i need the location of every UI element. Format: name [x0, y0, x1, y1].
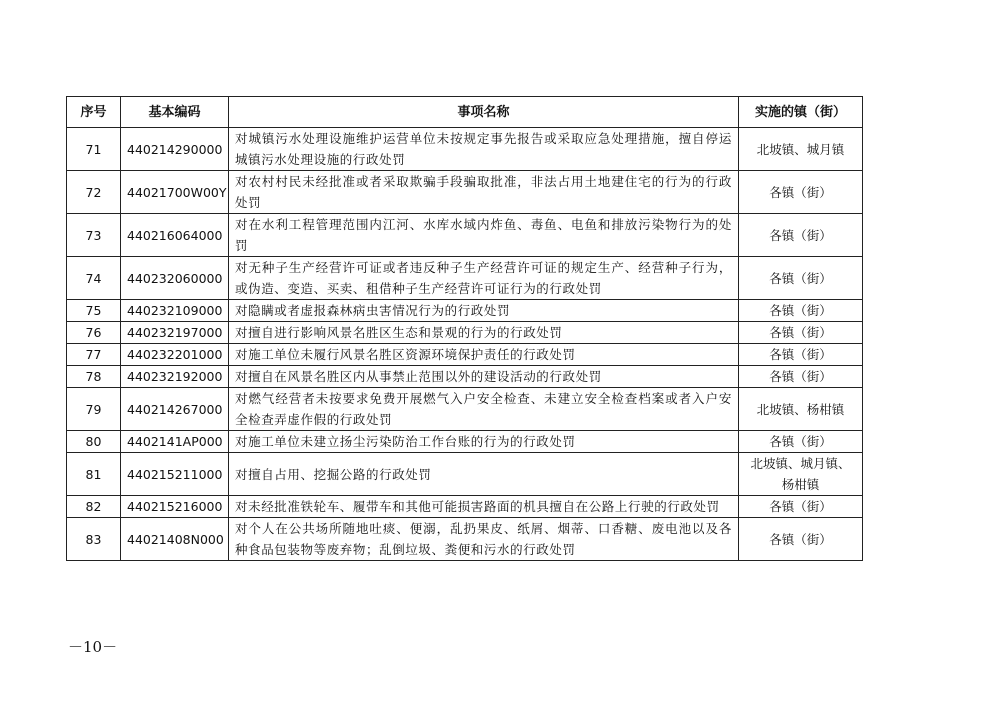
- cell-town: 各镇（街）: [739, 322, 863, 344]
- cell-town: 北坡镇、城月镇、杨柑镇: [739, 453, 863, 496]
- cell-seq: 82: [67, 496, 121, 518]
- cell-item-name: 对施工单位未建立扬尘污染防治工作台账的行为的行政处罚: [229, 431, 739, 453]
- cell-item-name: 对城镇污水处理设施维护运营单位未按规定事先报告或采取应急处理措施，擅自停运城镇污水处理设施的行政处罚: [229, 128, 739, 171]
- cell-town: 各镇（街）: [739, 518, 863, 561]
- cell-code: 44021700W00Y: [121, 171, 229, 214]
- header-item-name: 事项名称: [229, 97, 739, 128]
- cell-item-name: 对未经批准铁轮车、履带车和其他可能损害路面的机具擅自在公路上行驶的行政处罚: [229, 496, 739, 518]
- table-row: [67, 171, 863, 214]
- table-row: [67, 518, 863, 561]
- cell-item-name: 对施工单位未履行风景名胜区资源环境保护责任的行政处罚: [229, 344, 739, 366]
- table-row: [67, 322, 863, 344]
- cell-town: 北坡镇、城月镇: [739, 128, 863, 171]
- header-town: 实施的镇（街）: [739, 97, 863, 128]
- cell-seq: 74: [67, 257, 121, 300]
- table-row: [67, 453, 863, 496]
- table-row: [67, 214, 863, 257]
- cell-code: 440232197000: [121, 322, 229, 344]
- cell-code: 440214290000: [121, 128, 229, 171]
- cell-seq: 83: [67, 518, 121, 561]
- table-row: [67, 431, 863, 453]
- cell-town: 各镇（街）: [739, 431, 863, 453]
- table-row: [67, 366, 863, 388]
- cell-town: 北坡镇、杨柑镇: [739, 388, 863, 431]
- cell-town: 各镇（街）: [739, 496, 863, 518]
- cell-code: 440232060000: [121, 257, 229, 300]
- cell-code: 440214267000: [121, 388, 229, 431]
- cell-item-name: 对擅自占用、挖掘公路的行政处罚: [229, 453, 739, 496]
- cell-seq: 76: [67, 322, 121, 344]
- table-row: [67, 344, 863, 366]
- cell-town: 各镇（街）: [739, 171, 863, 214]
- table-header-row: [67, 97, 863, 128]
- cell-code: 44021408N000: [121, 518, 229, 561]
- cell-code: 440215216000: [121, 496, 229, 518]
- cell-item-name: 对无种子生产经营许可证或者违反种子生产经营许可证的规定生产、经营种子行为，或伪造、变造、买卖、租借种子生产经营许可证行为的行政处罚: [229, 257, 739, 300]
- cell-town: 各镇（街）: [739, 257, 863, 300]
- cell-seq: 80: [67, 431, 121, 453]
- cell-code: 440232109000: [121, 300, 229, 322]
- cell-town: 各镇（街）: [739, 214, 863, 257]
- cell-item-name: 对擅自在风景名胜区内从事禁止范围以外的建设活动的行政处罚: [229, 366, 739, 388]
- cell-seq: 81: [67, 453, 121, 496]
- table-row: [67, 388, 863, 431]
- cell-item-name: 对擅自进行影响风景名胜区生态和景观的行为的行政处罚: [229, 322, 739, 344]
- items-table: [66, 96, 863, 561]
- cell-town: 各镇（街）: [739, 366, 863, 388]
- cell-seq: 78: [67, 366, 121, 388]
- cell-item-name: 对燃气经营者未按要求免费开展燃气入户安全检查、未建立安全检查档案或者入户安全检查弄虚作假的行政处罚: [229, 388, 739, 431]
- table-row: [67, 257, 863, 300]
- cell-code: 4402141AP000: [121, 431, 229, 453]
- cell-seq: 77: [67, 344, 121, 366]
- header-seq: 序号: [67, 97, 121, 128]
- cell-town: 各镇（街）: [739, 344, 863, 366]
- page-number: －10－: [68, 638, 118, 656]
- cell-item-name: 对个人在公共场所随地吐痰、便溺，乱扔果皮、纸屑、烟蒂、口香糖、废电池以及各种食品包装物等废弃物；乱倒垃圾、粪便和污水的行政处罚: [229, 518, 739, 561]
- cell-code: 440215211000: [121, 453, 229, 496]
- table-row: [67, 496, 863, 518]
- table-row: [67, 300, 863, 322]
- header-code: 基本编码: [121, 97, 229, 128]
- cell-code: 440232201000: [121, 344, 229, 366]
- cell-seq: 73: [67, 214, 121, 257]
- cell-item-name: 对农村村民未经批准或者采取欺骗手段骗取批准，非法占用土地建住宅的行为的行政处罚: [229, 171, 739, 214]
- cell-seq: 71: [67, 128, 121, 171]
- cell-seq: 72: [67, 171, 121, 214]
- cell-town: 各镇（街）: [739, 300, 863, 322]
- cell-code: 440232192000: [121, 366, 229, 388]
- cell-code: 440216064000: [121, 214, 229, 257]
- table-row: [67, 128, 863, 171]
- cell-seq: 79: [67, 388, 121, 431]
- cell-item-name: 对在水利工程管理范围内江河、水库水域内炸鱼、毒鱼、电鱼和排放污染物行为的处罚: [229, 214, 739, 257]
- cell-item-name: 对隐瞒或者虚报森林病虫害情况行为的行政处罚: [229, 300, 739, 322]
- cell-seq: 75: [67, 300, 121, 322]
